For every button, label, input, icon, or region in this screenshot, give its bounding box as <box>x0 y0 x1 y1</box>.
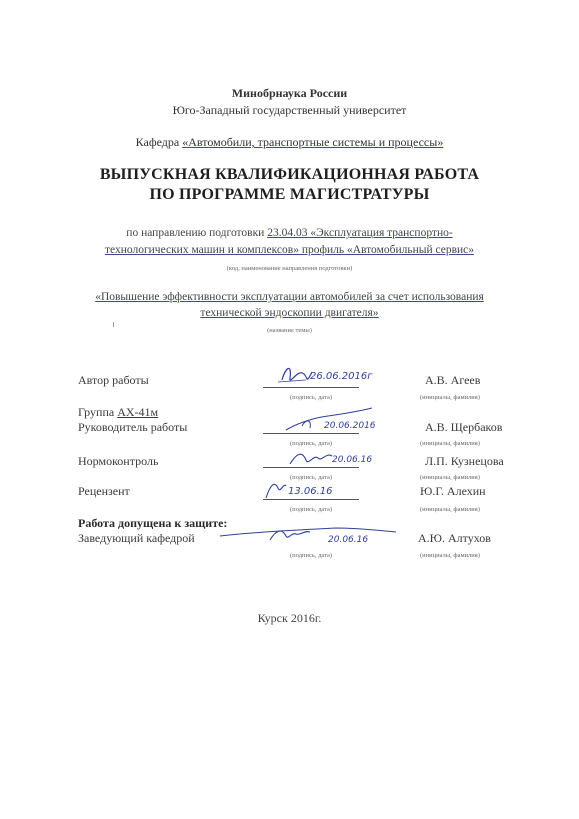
supervisor-signature <box>282 404 392 438</box>
head-sign-caption: (подпись, дата) <box>290 552 333 559</box>
department-name: «Автомобили, транспортные системы и процессы» <box>182 135 444 149</box>
supervisor-name-caption: (инициалы, фамилия) <box>420 440 480 447</box>
supervisor-name: А.В. Щербаков <box>425 420 503 434</box>
supervisor-date: 20.06.2016 <box>324 421 376 431</box>
normcontrol-signature <box>288 444 388 474</box>
department-prefix: Кафедра <box>135 135 183 149</box>
supervisor-sign-caption: (подпись, дата) <box>290 440 333 447</box>
direction-caption: (код, наименование направления подготовки) <box>226 265 353 272</box>
head-date: 20.06.16 <box>328 535 369 545</box>
reviewer-sign-caption: (подпись, дата) <box>290 506 333 513</box>
normcontrol-name-caption: (инициалы, фамилия) <box>420 474 480 481</box>
author-signature <box>276 360 386 392</box>
reviewer-name: Ю.Г. Алехин <box>420 484 486 498</box>
normcontrol-date: 20.06.16 <box>332 455 373 465</box>
scan-mark <box>113 322 114 327</box>
author-sign-caption: (подпись, дата) <box>290 394 333 401</box>
normcontrol-name: Л.П. Кузнецова <box>425 454 504 468</box>
group-code: АХ-41м <box>117 405 159 419</box>
author-label: Автор работы <box>78 373 149 387</box>
direction-profile: технологических машин и комплексов» профиль «Автомобильный сервис» <box>104 244 475 256</box>
topic-caption: (название темы) <box>267 327 312 334</box>
reviewer-name-caption: (инициалы, фамилия) <box>420 506 480 513</box>
author-name-caption: (инициалы, фамилия) <box>420 394 480 401</box>
reviewer-date: 13.06.16 <box>288 486 333 497</box>
direction-code: 23.04.03 «Эксплуатация транспортно- <box>267 227 453 239</box>
group-label: Группа <box>78 405 118 419</box>
document-title-line2: ПО ПРОГРАММЕ МАГИСТРАТУРЫ <box>149 186 430 203</box>
normcontrol-sign-caption: (подпись, дата) <box>290 474 333 481</box>
ministry-name: Минобрнаука России <box>231 86 348 100</box>
normcontrol-label: Нормоконтроль <box>78 454 159 468</box>
head-name-caption: (инициалы, фамилия) <box>420 552 480 559</box>
head-signature <box>216 522 416 548</box>
topic-text-1: «Повышение эффективности эксплуатации автомобилей за счет использования <box>95 291 484 303</box>
head-name: А.Ю. Алтухов <box>418 531 491 545</box>
topic-line2 <box>0 307 579 319</box>
department-line <box>0 135 579 150</box>
reviewer-label: Рецензент <box>78 484 130 498</box>
university-name: Юго-Западный государственный университет <box>172 103 407 117</box>
admission-label: Работа допущена к защите: <box>78 516 228 530</box>
author-name: А.В. Агеев <box>425 373 481 387</box>
author-date: 26.06.2016г <box>310 371 373 382</box>
topic-text-2: технической эндоскопии двигателя» <box>200 307 379 319</box>
document-title-line1: ВЫПУСКНАЯ КВАЛИФИКАЦИОННАЯ РАБОТА <box>99 166 480 183</box>
direction-line1 <box>0 227 579 239</box>
head-label: Заведующий кафедрой <box>78 531 195 545</box>
city-year: Курск 2016г. <box>257 611 322 625</box>
supervisor-label: Руководитель работы <box>78 420 188 434</box>
direction-prefix: по направлению подготовки <box>126 227 268 239</box>
direction-line2 <box>0 244 579 256</box>
group-line <box>78 405 158 420</box>
reviewer-signature <box>262 474 372 504</box>
topic-line1 <box>0 291 579 303</box>
